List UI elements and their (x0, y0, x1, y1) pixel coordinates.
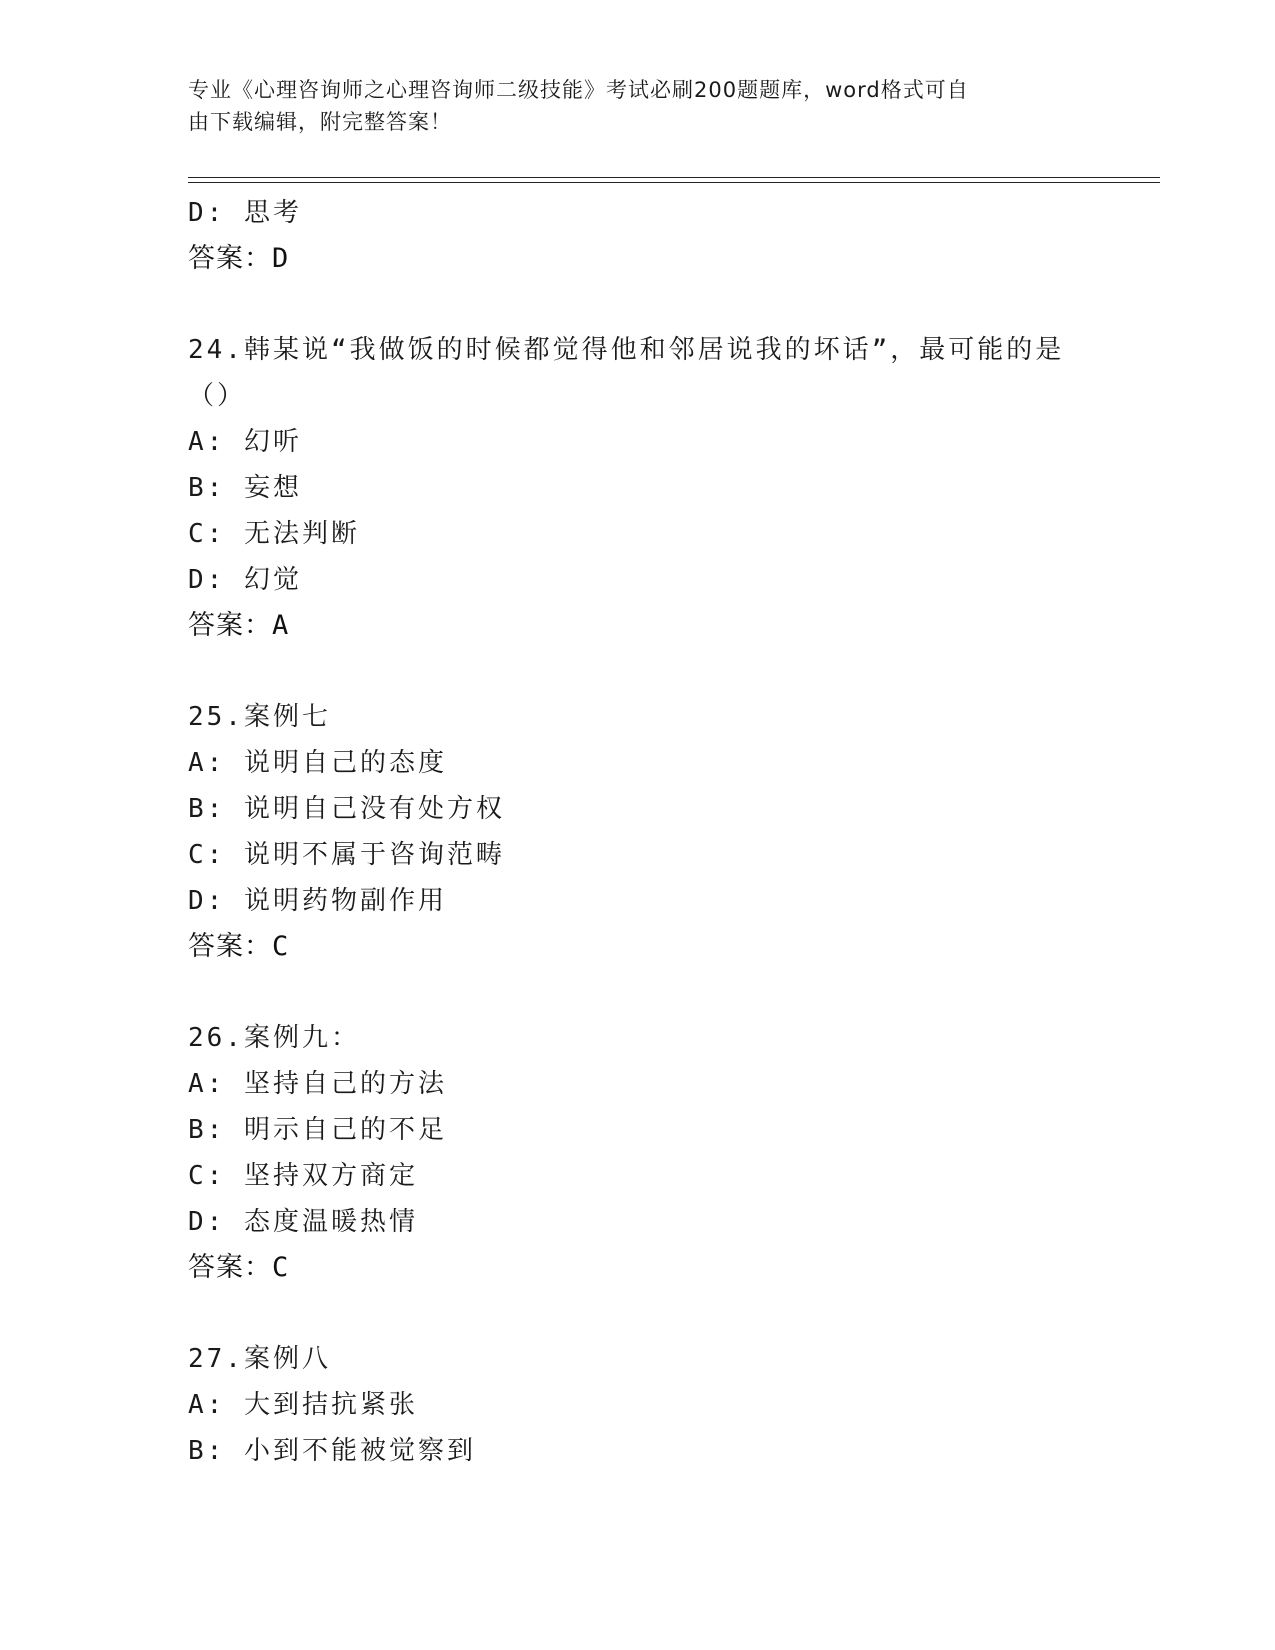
option-d: D: 说明药物副作用 (188, 886, 447, 916)
option-a: A: 大到拮抗紧张 (188, 1390, 418, 1420)
option-c: C: 坚持双方商定 (188, 1161, 418, 1191)
question-list (188, 190, 1088, 1474)
question-stem: 24.韩某说“我做饭的时候都觉得他和邻居说我的坏话”，最可能的是 (188, 335, 1065, 365)
option-b: B: 明示自己的不足 (188, 1115, 447, 1145)
question-24 (188, 327, 1088, 649)
answer-line (188, 603, 1088, 649)
answer-label: 答案： (188, 931, 272, 962)
header-line-2: 由下载编辑，附完整答案！ (188, 110, 452, 134)
question-stem: 26.案例九： (188, 1023, 360, 1053)
option-a: A: 说明自己的态度 (188, 748, 447, 778)
question-27 (188, 1336, 1088, 1474)
option-b: B: 说明自己没有处方权 (188, 794, 505, 824)
question-25 (188, 694, 1088, 970)
answer-label: 答案： (188, 243, 272, 274)
answer-line (188, 236, 1088, 282)
question-23-fragment (188, 190, 1088, 282)
option-c: C: 无法判断 (188, 519, 360, 549)
option-d: D: 思考 (188, 198, 302, 228)
option-d: D: 态度温暖热情 (188, 1207, 418, 1237)
option-c: C: 说明不属于咨询范畴 (188, 840, 505, 870)
option-d: D: 幻觉 (188, 565, 302, 595)
question-stem-continued: （） (188, 381, 247, 411)
question-stem: 27.案例八 (188, 1344, 331, 1374)
header-line-1: 专业《心理咨询师之心理咨询师二级技能》考试必刷200题题库，word格式可自 (188, 78, 969, 102)
question-26 (188, 1015, 1088, 1291)
answer-value: C (272, 931, 290, 962)
answer-line (188, 1245, 1088, 1291)
header-rule-top (188, 177, 1160, 178)
header-rule-bottom (188, 182, 1160, 183)
option-b: B: 妄想 (188, 473, 302, 503)
answer-label: 答案： (188, 1252, 272, 1283)
answer-value: A (272, 610, 290, 641)
answer-line (188, 924, 1088, 970)
answer-label: 答案： (188, 610, 272, 641)
answer-value: C (272, 1252, 290, 1283)
option-a: A: 幻听 (188, 427, 302, 457)
answer-value: D (272, 243, 290, 274)
option-a: A: 坚持自己的方法 (188, 1069, 447, 1099)
question-stem: 25.案例七 (188, 702, 331, 732)
option-b: B: 小到不能被觉察到 (188, 1436, 476, 1466)
page-header (188, 74, 1068, 138)
